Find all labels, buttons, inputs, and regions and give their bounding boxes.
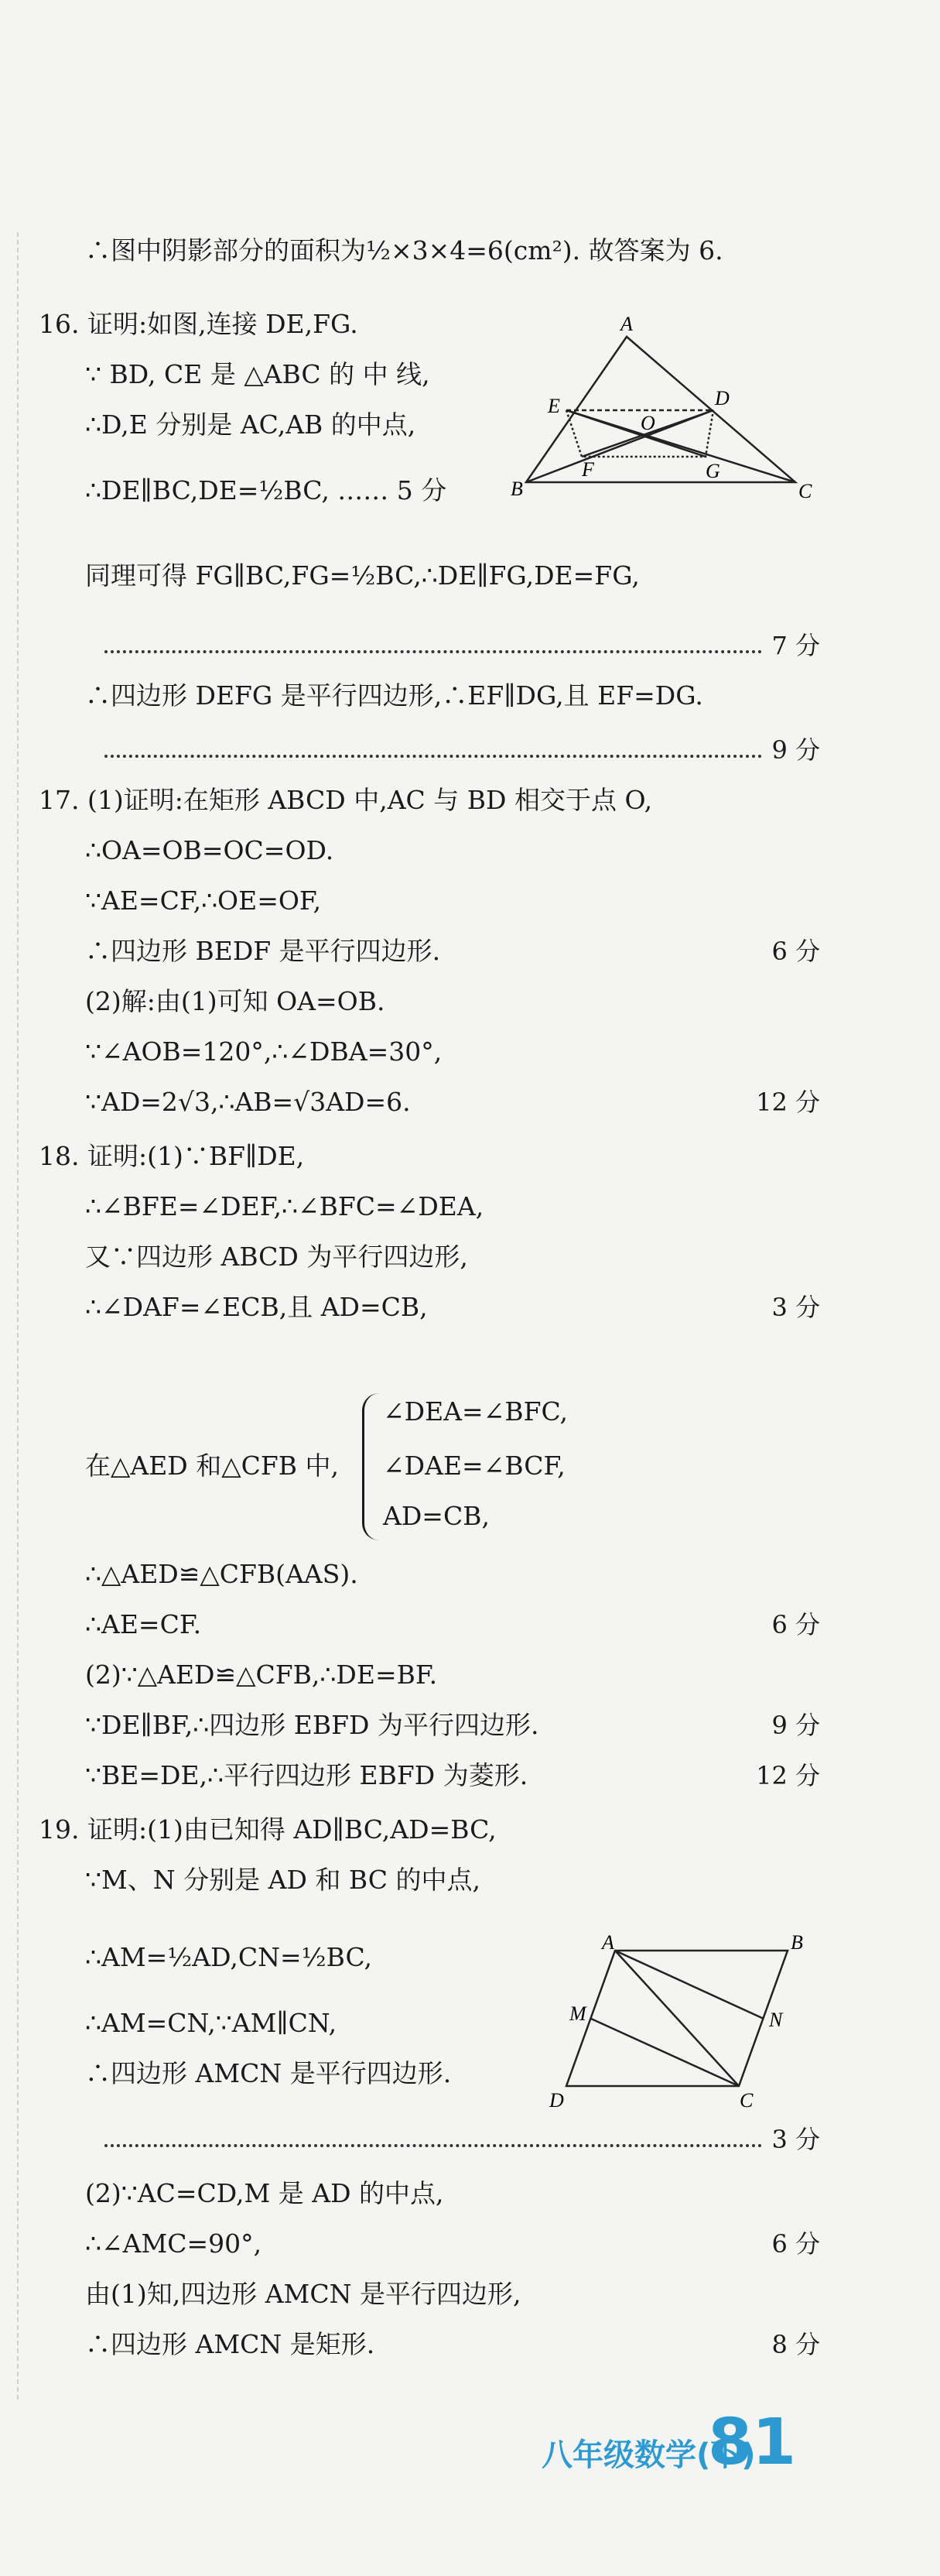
score: 6 分 — [771, 937, 820, 966]
text-line: ∵ BD, CE 是 △ABC 的 中 线, — [85, 359, 430, 389]
score-dots — [104, 2107, 762, 2147]
footer-book-title: 八年级数学(下) — [542, 2437, 756, 2473]
score-dots — [104, 613, 762, 653]
text-line: ∴AM=½AD,CN=½BC, — [85, 1942, 373, 1972]
text-line: ∵BE=DE,∴平行四边形 EBFD 为菱形. — [85, 1760, 528, 1790]
text-line: ∵∠AOB=120°,∴∠DBA=30°, — [85, 1036, 443, 1067]
system-line: ∠DEA=∠BFC, — [383, 1396, 569, 1427]
text-line: ∴四边形 AMCN 是矩形. — [85, 2329, 375, 2359]
text-line: ∵DE∥BF,∴四边形 EBFD 为平行四边形. — [85, 1710, 539, 1740]
score: 12 分 — [756, 1088, 820, 1117]
score: 9 分 — [771, 1711, 820, 1740]
text-line: ∵M、N 分别是 AD 和 BC 的中点, — [85, 1865, 481, 1895]
text-line: ∴D,E 分别是 AC,AB 的中点, — [85, 409, 416, 440]
score: 3 分 — [771, 1293, 820, 1322]
point-label: N — [769, 2009, 783, 2031]
point-label: B — [791, 1935, 803, 1954]
text-line: 在△AED 和△CFB 中, — [85, 1451, 340, 1481]
score: 7 分 — [771, 631, 820, 660]
binding-margin-line — [17, 232, 19, 2400]
text-line: (2)解:由(1)可知 OA=OB. — [85, 986, 385, 1016]
text-line: ∵AE=CF,∴OE=OF, — [85, 886, 322, 916]
point-label: D — [715, 387, 730, 409]
equation-brace — [362, 1393, 381, 1540]
text-line: ∴AE=CF. — [85, 1609, 202, 1639]
point-label: F — [582, 458, 594, 481]
text-line: ∴DE∥BC,DE=½BC, …… 5 分 — [85, 475, 447, 505]
text-line: ∴四边形 BEDF 是平行四边形. — [85, 936, 441, 966]
point-label: D — [549, 2089, 564, 2112]
parallelogram-figure — [542, 1935, 828, 2121]
text-line: 又∵四边形 ABCD 为平行四边形, — [85, 1242, 468, 1272]
text-line: 同理可得 FG∥BC,FG=½BC,∴DE∥FG,DE=FG, — [85, 560, 640, 591]
point-label: A — [620, 313, 633, 335]
text-line: ∴AM=CN,∵AM∥CN, — [85, 2008, 337, 2038]
text-line: (2)∵△AED≌△CFB,∴DE=BF. — [85, 1660, 438, 1690]
system-line: AD=CB, — [383, 1501, 490, 1531]
text-line: ∴四边形 AMCN 是平行四边形. — [85, 2058, 452, 2088]
point-label: O — [641, 412, 655, 434]
score: 12 分 — [756, 1761, 820, 1790]
point-label: G — [706, 460, 720, 482]
point-label: M — [569, 2002, 586, 2025]
score: 9 分 — [771, 735, 820, 765]
text-line: ∴四边形 DEFG 是平行四边形,∴EF∥DG,且 EF=DG. — [85, 680, 703, 711]
text-line: ∴OA=OB=OC=OD. — [85, 835, 334, 865]
text-line: ∵AD=2√3,∴AB=√3AD=6. — [85, 1087, 411, 1117]
point-label: C — [798, 480, 812, 499]
score-dots — [104, 718, 762, 758]
point-label: B — [511, 478, 523, 499]
text-line: ∴△AED≌△CFB(AAS). — [85, 1559, 358, 1589]
system-line: ∠DAE=∠BCF, — [383, 1451, 566, 1481]
score: 6 分 — [771, 1610, 820, 1639]
text-line: ∴∠AMC=90°, — [85, 2228, 262, 2259]
text-line: (2)∵AC=CD,M 是 AD 的中点, — [85, 2178, 444, 2208]
problem-18-title: 18. 证明:(1)∵BF∥DE, — [39, 1141, 305, 1171]
text-line: ∴∠DAF=∠ECB,且 AD=CB, — [85, 1292, 428, 1322]
text-line: ∴∠BFE=∠DEF,∴∠BFC=∠DEA, — [85, 1191, 484, 1221]
point-label: C — [740, 2089, 754, 2112]
score: 6 分 — [771, 2229, 820, 2259]
problem-17-title: 17. (1)证明:在矩形 ABCD 中,AC 与 BD 相交于点 O, — [39, 785, 653, 815]
text-line: ∴图中阴影部分的面积为½×3×4=6(cm²). 故答案为 6. — [85, 235, 723, 265]
text-line: 由(1)知,四边形 AMCN 是平行四边形, — [85, 2279, 521, 2309]
problem-19-title: 19. 证明:(1)由已知得 AD∥BC,AD=BC, — [39, 1814, 497, 1845]
score: 8 分 — [771, 2330, 820, 2359]
point-label: A — [602, 1935, 614, 1954]
point-label: E — [548, 395, 560, 417]
score: 3 分 — [771, 2125, 820, 2154]
page-number: 81 — [708, 2406, 797, 2479]
problem-16-title: 16. 证明:如图,连接 DE,FG. — [39, 309, 358, 339]
triangle-figure — [511, 313, 820, 499]
